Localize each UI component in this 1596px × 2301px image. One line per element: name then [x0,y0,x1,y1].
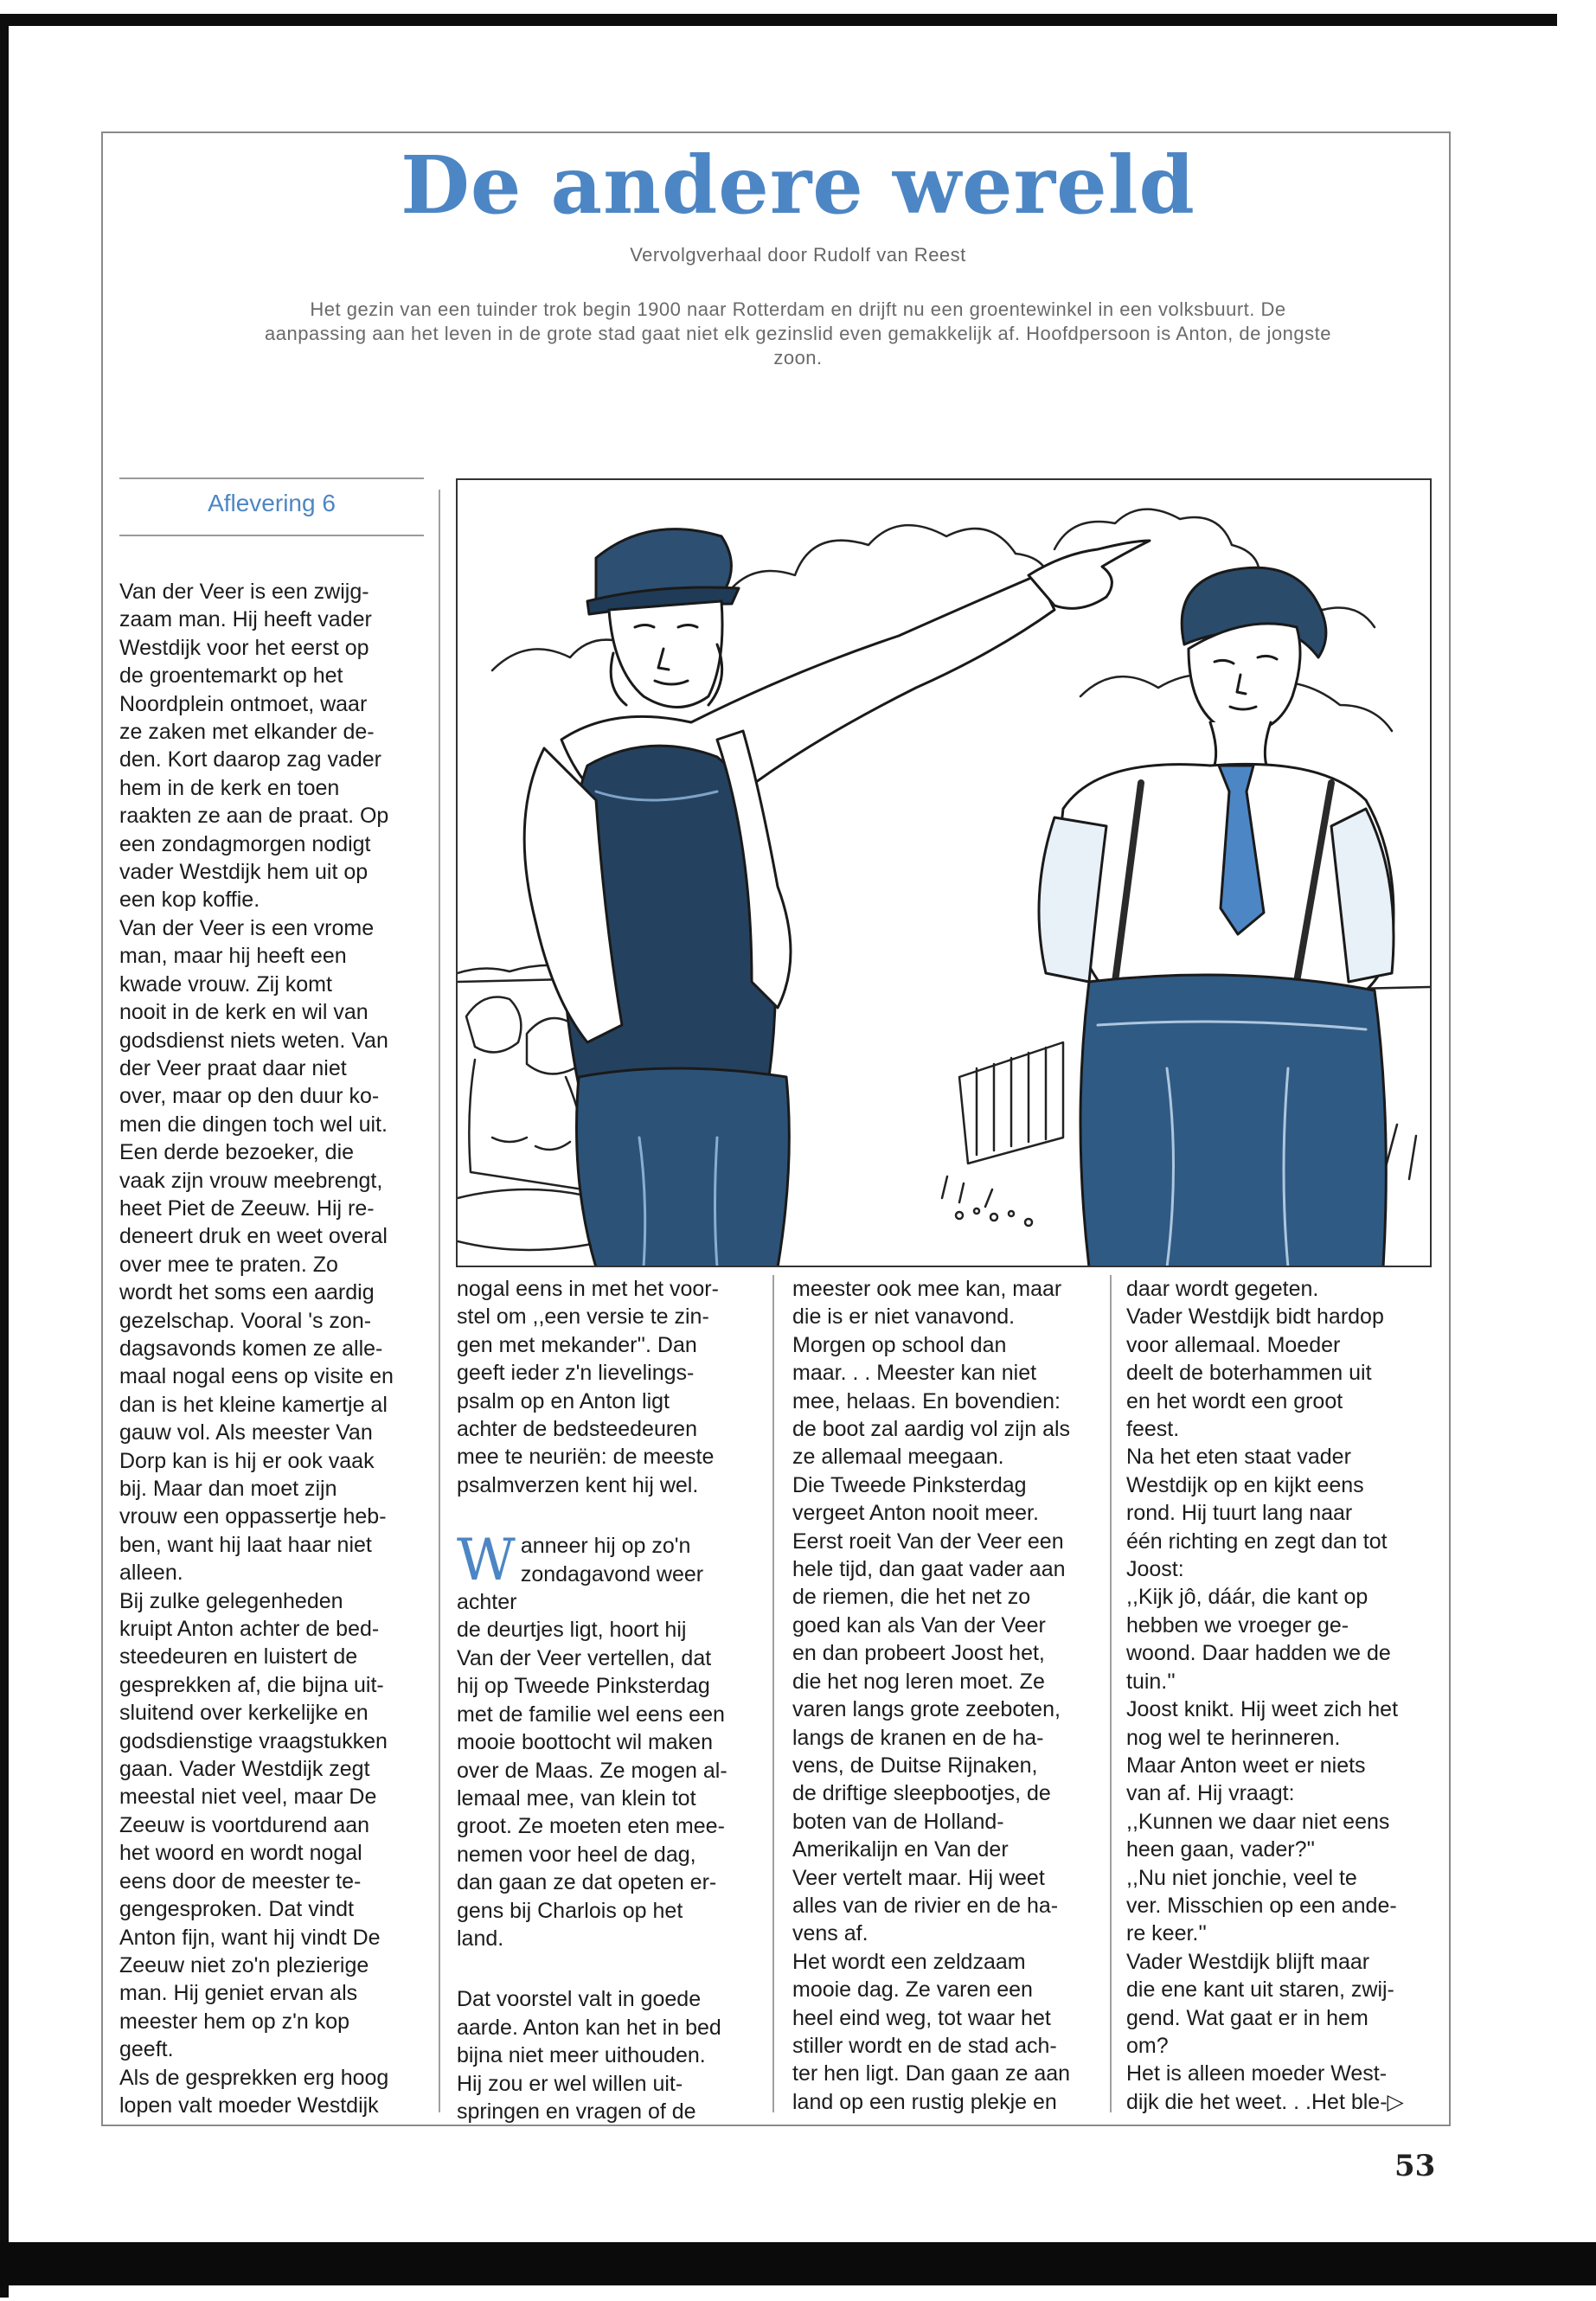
scan-edge-top [0,14,1557,26]
paragraph: Maar Anton weet er niets van af. Hij vraagt: [1126,1753,1366,1806]
paragraph: Van der Veer is een zwijg- zaam man. Hij heeft vader Westdijk voor het eerst op de groentemarkt op het Noordplein ontmoet, waar ze zaken met elkander de- den. Kort daarop zag vader hem in de kerk en toen raakten ze aan de praat. Op een zondagmorgen nodigt vader Westdijk hem uit op een kop koffie. [119,580,389,913]
article-intro: Het gezin van een tuinder trok begin 1900 naar Rotterdam en drijft nu een groentewinkel in een volksbuurt. De aanpassing aan het leven in de grote stad gaat niet elk gezinslid even gemakkelijk af. Hoofdpersoon is Anton, de jongste zoon. [265,298,1331,369]
text-column-2 [457,1275,751,2125]
paragraph: Het is alleen moeder West- dijk die het weet. . .Het ble-▷ [1126,2061,1404,2114]
paragraph: daar wordt gegeten. Vader Westdijk bidt hardop voor allemaal. Moeder deelt de boterhammen uit en het wordt een groot feest. [1126,1277,1384,1442]
page-number: 53 [1394,2149,1436,2183]
paragraph: Bij zulke gelegenheden kruipt Anton achter de bed- steedeuren en luistert de gesprekken af, die bijna uit- sluitend over kerkelijke en godsdienstige vraagstukken gaan. Vader Westdijk zegt meestal niet veel, maar De Zeeuw is voortdurend aan het woord en wordt nogal eens door de meester te- gengesproken. Dat vindt Anton fijn, want hij vindt De Zeeuw niet zo'n plezierige man. Hij geniet ervan als meester hem op z'n kop geeft. [119,1588,388,2062]
column-divider [439,490,440,2112]
text-column-1 [119,578,424,2119]
paragraph-gap [457,1952,751,1985]
article-title: De andere wereld [401,138,1195,232]
episode-rule-bottom [119,535,424,536]
article-byline: Vervolgverhaal door Rudolf van Reest [630,244,966,266]
episode-rule-top [119,478,424,479]
story-illustration [456,478,1432,1267]
dropcap-paragraph [457,1527,751,1952]
episode-label: Aflevering 6 [208,490,336,516]
paragraph: ,,Nu niet jonchie, veel te ver. Misschien op een ande- re keer.'' [1126,1865,1397,1946]
paragraph: Joost knikt. Hij weet zich het nog wel te herinneren. [1126,1697,1399,1750]
paragraph: Als de gesprekken erg hoog lopen valt moeder Westdijk [119,2065,389,2118]
paragraph: ,,Kijk jô, dáár, die kant op hebben we vroeger ge- woond. Daar hadden we de tuin.'' [1126,1585,1391,1694]
column-divider [1110,1275,1112,2112]
column-divider [772,1275,774,2112]
paragraph: anneer hij op zo'n zondagavond weer achter de deurtjes ligt, hoort hij Van der Veer vertellen, dat hij op Tweede Pinksterdag met de familie wel eens een mooie boottocht wil maken over de Maas. Ze mogen al- lemaal mee, van klein tot groot. Ze moeten eten mee- nemen voor heel de dag, dan gaan ze dat opeten er- gens bij Charlois op het land. [457,1534,727,1951]
paragraph: Vader Westdijk blijft maar die ene kant uit staren, zwij- gend. Wat gaat er in hem om? [1126,1949,1394,2058]
paragraph: meester ook mee kan, maar die is er niet vanavond. Morgen op school dan maar. . . Meester kan niet mee, helaas. En bovendien: de boot zal aardig vol zijn als ze allemaal meegaan. [792,1277,1071,1470]
paragraph: Het wordt een zeldzaam mooie dag. Ze varen een heel eind weg, tot waar het stiller wordt en de stad ach- ter hen ligt. Dan gaan ze aan land op een rustig plekje en [792,1949,1071,2114]
drop-cap: W [457,1527,516,1594]
text-column-3 [792,1275,1104,2116]
scan-edge-bottom [0,2242,1596,2285]
paragraph: Van der Veer is een vrome man, maar hij heeft een kwade vrouw. Zij komt nooit in de kerk en wil van godsdienst niets weten. Van der Veer praat daar niet over, maar op den duur ko- men die dingen toch wel uit. Een derde bezoeker, die vaak zijn vrouw meebrengt, heet Piet de Zeeuw. Hij re- deneert druk en weet overal over mee te praten. Zo wordt het soms een aardig gezelschap. Vooral 's zon- dagsavonds komen ze alle- maal nogal eens op visite en dan is het kleine kamertje al gauw vol. Als meester Van Dorp kan is hij er ook vaak bij. Maar dan moet zijn vrouw een oppassertje heb- ben, want hij laat haar niet alleen. [119,915,394,1586]
paragraph: ,,Kunnen we daar niet eens heen gaan, vader?'' [1126,1809,1390,1862]
paragraph: nogal eens in met het voor- stel om ,,een versie te zin- gen met mekander''. Dan geeft ieder z'n lievelings- psalm op en Anton ligt achter de bedsteedeuren mee te neuriën: de meeste psalmverzen kent hij wel. [457,1277,719,1497]
scan-edge-left [0,14,9,2298]
paragraph: Die Tweede Pinksterdag vergeet Anton nooit meer. Eerst roeit Van der Veer een hele tijd, dan gaat vader aan de riemen, die het net zo goed kan als Van der Veer en dan probeert Joost het, die het nog leren moet. Ze varen langs grote zeeboten, langs de kranen en de ha- vens, de Duitse Rijnaken, de driftige sleepbootjes, de boten van de Holland- Amerikalijn en Van der Veer vertelt maar. Hij weet alles van de rivier en de ha- vens af. [792,1472,1066,1946]
paragraph: Dat voorstel valt in goede aarde. Anton kan het in bed bijna niet meer uithouden. Hij zou er wel willen uit- springen en vragen of de [457,1987,721,2124]
paragraph: Na het eten staat vader Westdijk op en kijkt eens rond. Hij tuurt lang naar één richting en zegt dan tot Joost: [1126,1445,1388,1582]
text-column-4 [1126,1275,1446,2116]
